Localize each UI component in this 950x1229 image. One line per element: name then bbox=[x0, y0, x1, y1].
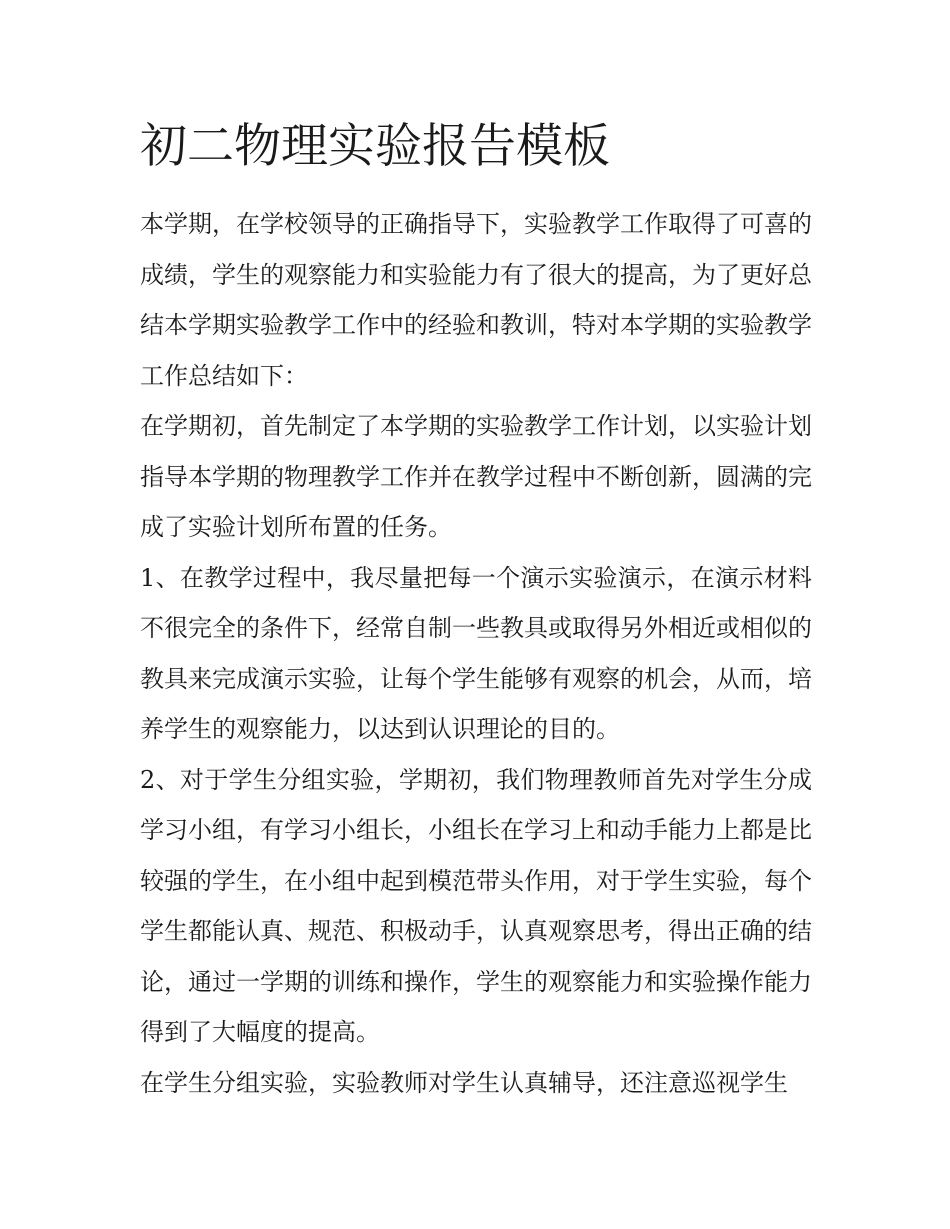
paragraph-group-experiment: 在学生分组实验，实验教师对学生认真辅导，还注意巡视学生 bbox=[140, 1068, 788, 1097]
paragraph-item-1: 1、在教学过程中，我尽量把每一个演示实验演示，在演示材料不很完全的条件下，经常自制一些教具或取得另外相近或相似的教具来完成演示实验，让每个学生能够有观察的机会，从而，培养学生的观察能力，以达到认识理论的目的。 bbox=[140, 563, 812, 743]
document-title: 初二物理实验报告模板 bbox=[140, 119, 610, 174]
paragraph-plan: 在学期初，首先制定了本学期的实验教学工作计划，以实验计划指导本学期的物理教学工作并在教学过程中不断创新，圆满的完成了实验计划所布置的任务。 bbox=[140, 412, 812, 541]
paragraph-item-2: 2、对于学生分组实验，学期初，我们物理教师首先对学生分成学习小组，有学习小组长，小组长在学习上和动手能力上都是比较强的学生，在小组中起到模范带头作用，对于学生实验，每个学生都能认真、规范、积极动手，认真观察思考，得出正确的结论，通过一学期的训练和操作，学生的观察能力和实验操作能力得到了大幅度的提高。 bbox=[140, 765, 812, 1046]
document-body bbox=[140, 199, 812, 1108]
paragraph-intro: 本学期，在学校领导的正确指导下，实验教学工作取得了可喜的成绩，学生的观察能力和实验能力有了很大的提高，为了更好总结本学期实验教学工作中的经验和教训，特对本学期的实验教学工作总结如下： bbox=[140, 210, 812, 390]
